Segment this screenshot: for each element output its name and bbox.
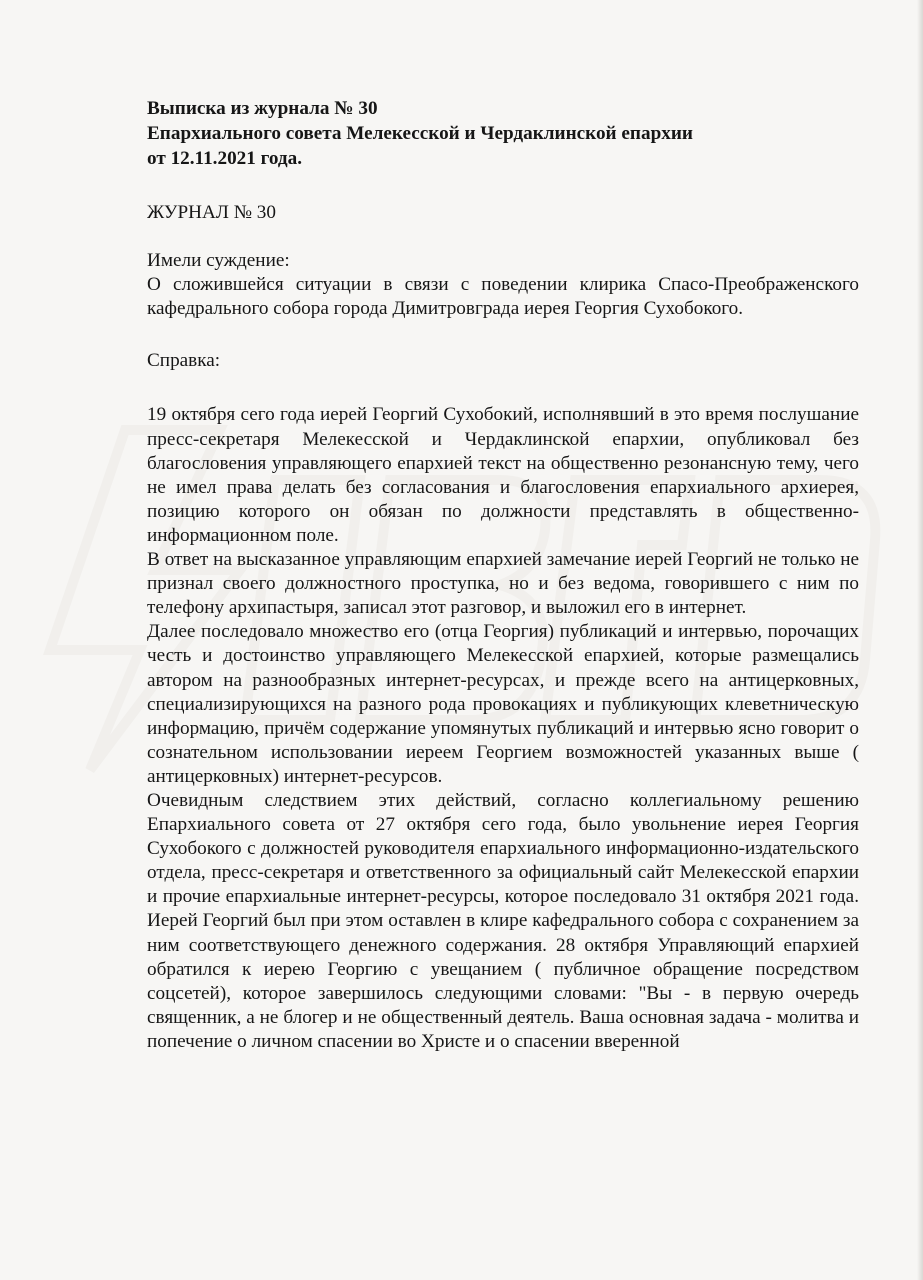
header-date: от 12.11.2021 года.	[147, 148, 303, 169]
subject-paragraph: О сложившейся ситуации в связи с поведении клирика Спасо-Преображенского кафедрального собора города Димитровграда иерея Георгия Сухобокого.	[147, 274, 859, 320]
document-body	[147, 96, 859, 1054]
body-paragraph-3: Далее последовало множество его (отца Георгия) публикаций и интервью, порочащих честь и достоинство управляющего Мелекесской епархией, которые размещались автором на разнообразных интернет-ресурсах, и прежде всего на антицерковных, специализирующихся на разного рода провокациях и публикующих клеветническую информацию, причём содержание упомянутых публикаций и интервью ясно говорит о сознательном использовании иереем Георгием возможностей указанных выше ( антицерковных) интернет-ресурсов.	[147, 621, 859, 787]
body-paragraph-1: 19 октября сего года иерей Георгий Сухобокий, исполнявший в это время послушание пресс-секретаря Мелекесской и Чердаклинской епархии, опубликовал без благословения управляющего епархией текст на общественно резонансную тему, чего не имел права делать без согласования и благословения епархиального архиерея, позицию которого он обязан по должности представлять в общественно-информационном поле.	[147, 404, 859, 546]
scan-edge	[917, 0, 923, 1280]
body-paragraph-2: В ответ на высказанное управляющим епархией замечание иерей Георгий не только не признал своего должностного проступка, но и без ведома, говорившего с ним по телефону архипастыря, записал этот разговор, и выложил его в интернет.	[147, 549, 859, 619]
header-council: Епархиального совета Мелекесской и Чердаклинской епархии	[147, 123, 693, 144]
body-paragraph-4: Очевидным следствием этих действий, согласно коллегиальному решению Епархиального совета от 27 октября сего года, было увольнение иерея Георгия Сухобокого с должностей руководителя епархиального информационно-издательского отдела, пресс-секретаря и ответственного за официальный сайт Мелекесской епархии и прочие епархиальные интернет-ресурсы, которое последовало 31 октября 2021 года. Иерей Георгий был при этом оставлен в клире кафедрального собора с сохранением за ним соответствующего денежного содержания. 28 октября Управляющий епархией обратился к иерею Георгию с увещанием ( публичное обращение посредством соцсетей), которое завершилось следующими словами: "Вы - в первую очередь священник, а не блогер и не общественный деятель. Ваша основная задача - молитва и попечение о личном спасении во Христе и о спасении вверенной	[147, 789, 859, 1052]
reference-label: Справка:	[147, 350, 221, 372]
header-title: Выписка из журнала № 30	[147, 98, 378, 119]
journal-label: ЖУРНАЛ № 30	[147, 202, 276, 223]
document-header	[147, 96, 859, 171]
discussed-label: Имели суждение:	[147, 250, 290, 272]
